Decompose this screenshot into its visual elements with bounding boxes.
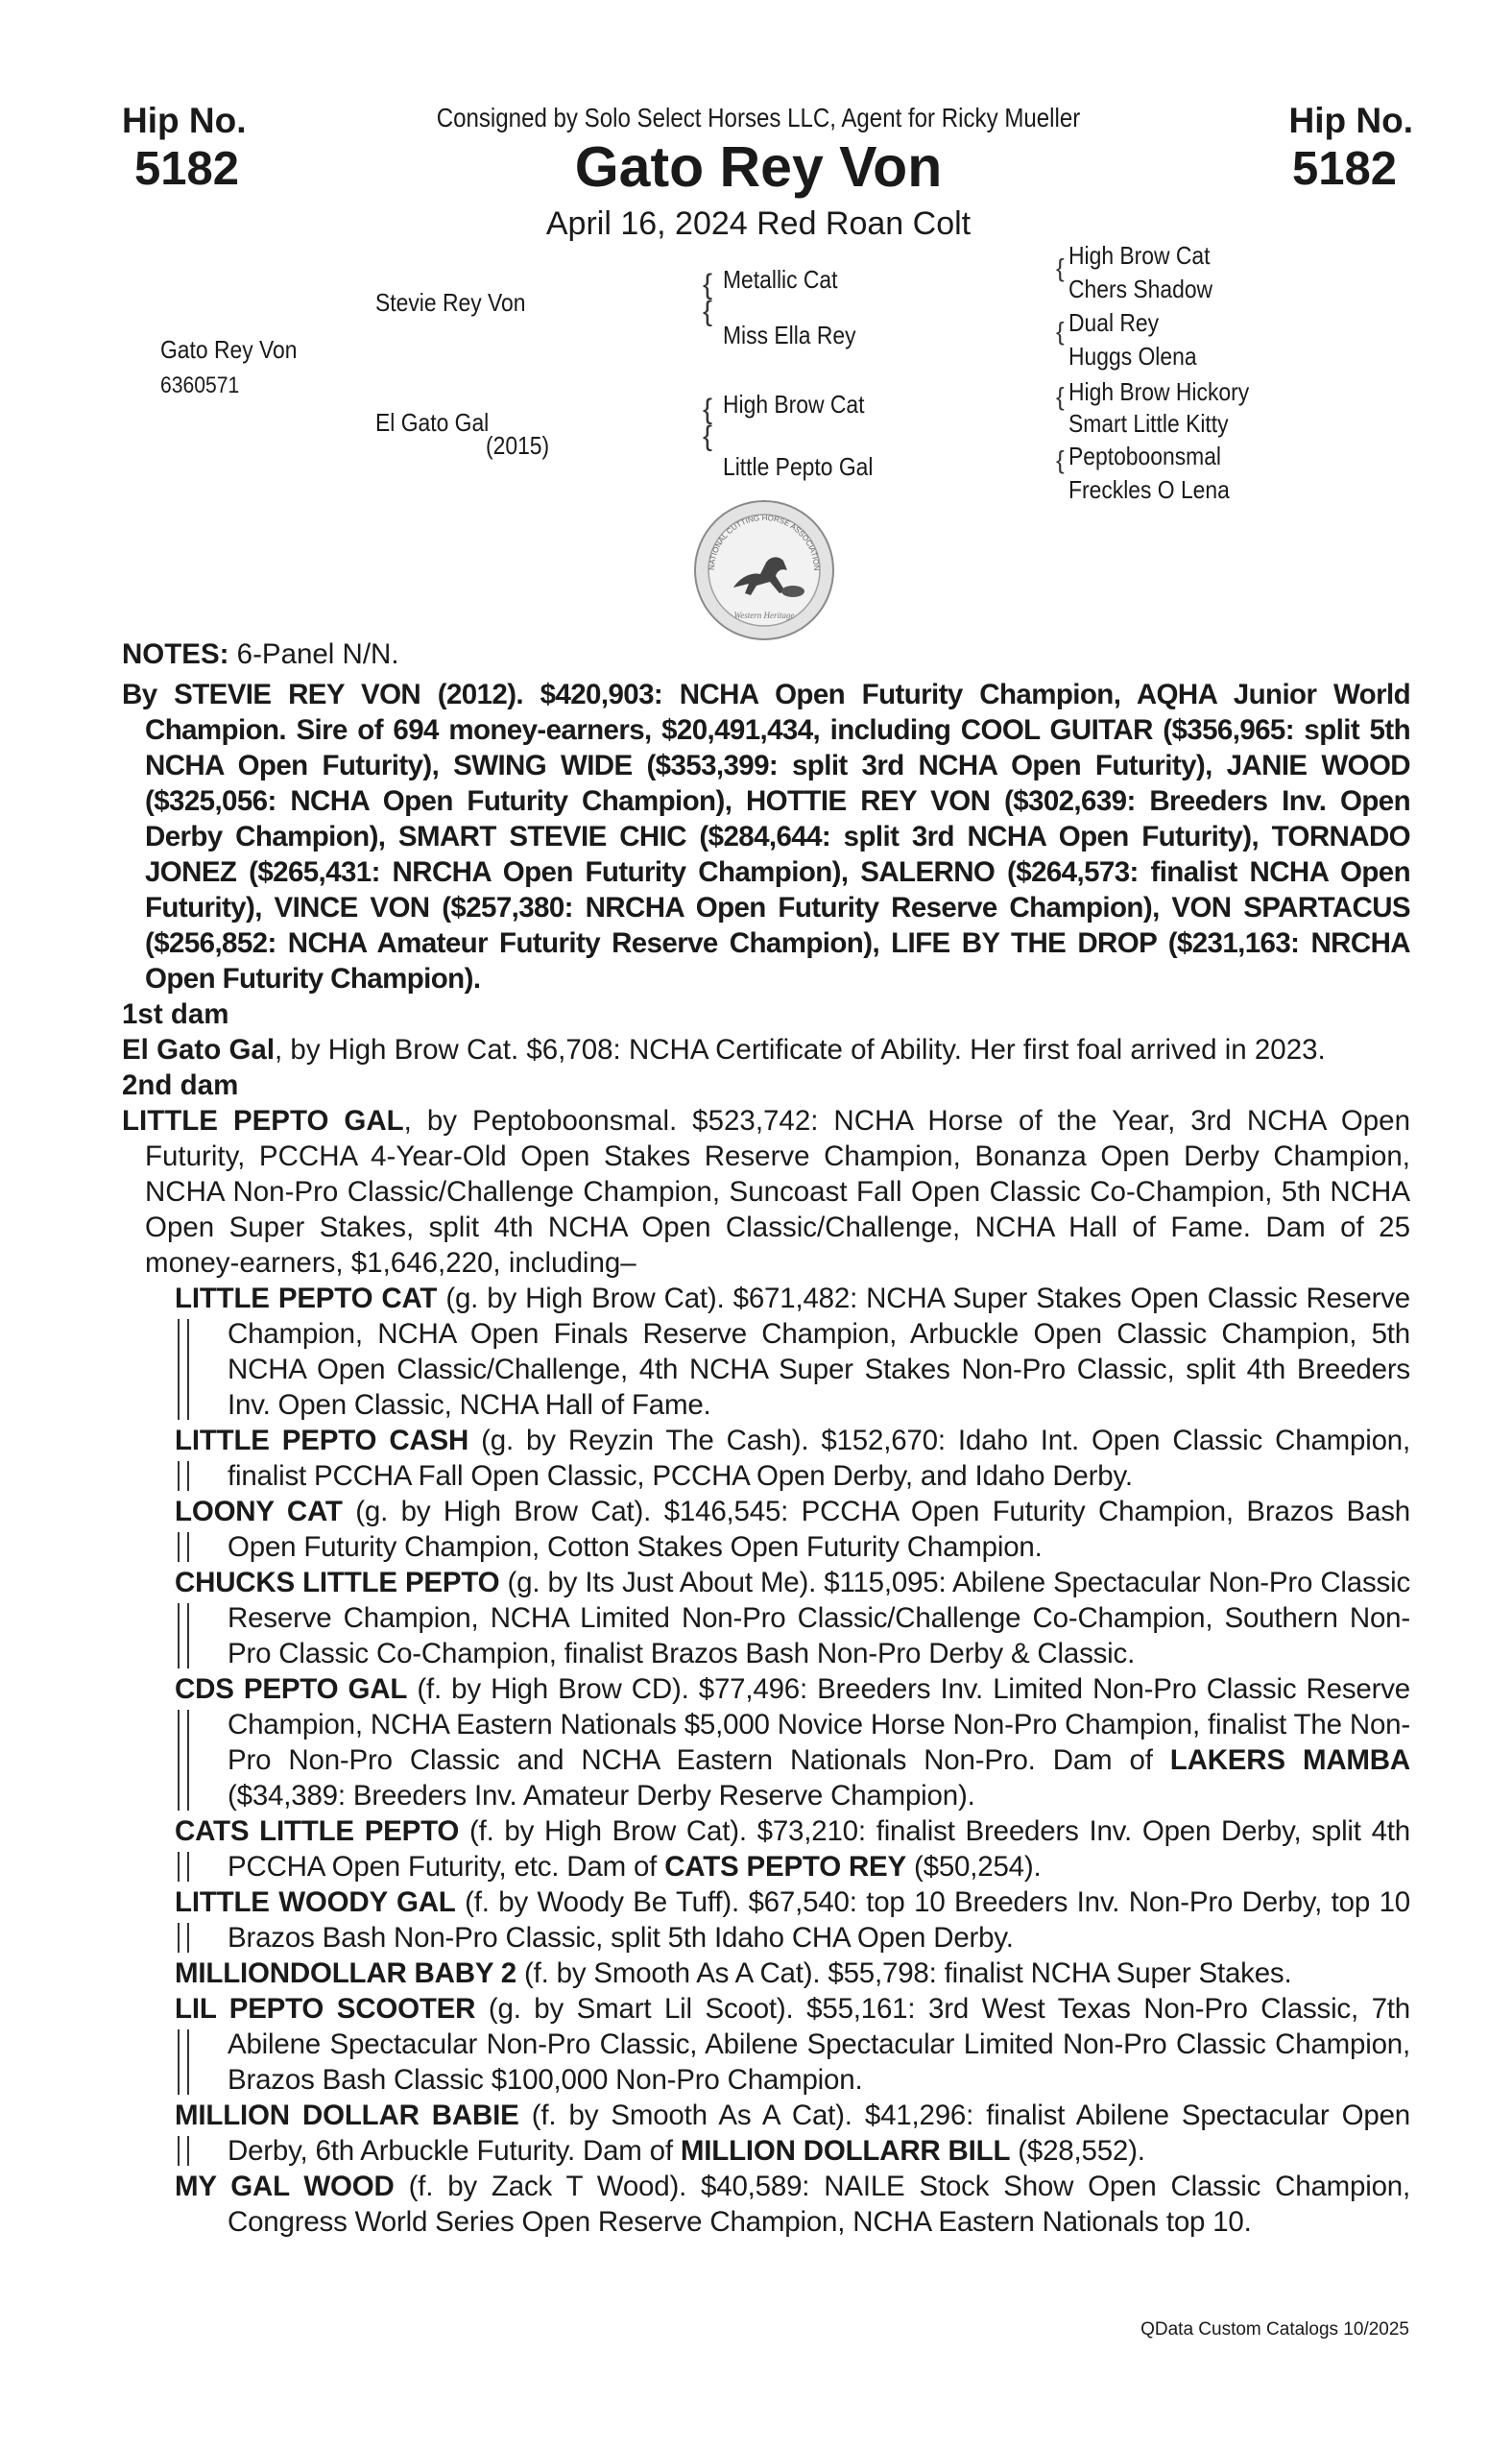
brace-icon: { <box>1056 253 1065 282</box>
pedigree-g3-1: High Brow Cat <box>1068 241 1211 270</box>
first-dam-entry <box>122 1032 1410 1068</box>
svg-text:Western Heritage: Western Heritage <box>733 611 795 620</box>
hip-label-left: Hip No. <box>122 101 247 140</box>
produce-name: CHUCKS LITTLE PEPTO <box>175 1567 500 1598</box>
svg-text:NATIONAL CUTTING HORSE ASSOCIA: NATIONAL CUTTING HORSE ASSOCIATION <box>707 513 822 571</box>
horse-subtitle: April 16, 2024 Red Roan Colt <box>545 205 972 242</box>
produce-text: (g. by Reyzin The Cash). $152,670: Idaho Int. Open Classic Champion, finalist PCCHA Fall Open Classic, PCCHA Open Derby, and Idaho Derby. <box>228 1425 1410 1492</box>
hip-label-right: Hip No. <box>1288 101 1413 140</box>
produce-offspring: CATS PEPTO REY <box>664 1851 907 1883</box>
consigned-text: Consigned by Solo Select Horses LLC, Agent for Ricky Mueller <box>436 103 1081 132</box>
ncha-seal-logo <box>693 499 835 641</box>
subtitle-wrap <box>372 205 1145 243</box>
second-dam-text: , by Peptoboonsmal. $523,742: NCHA Horse of the Year, 3rd NCHA Open Futurity, PCCHA 4-Year-Old Open Stakes Reserve Champion, Bonanza Open Derby Champion, NCHA Non-Pro Classic/Challenge Champion, Suncoast Fall Open Classic Co-Champion, 5th NCHA Open Super Stakes, split 4th NCHA Open Classic/Challenge, NCHA Hall of Fame. Dam of 25 money-earners, $1,646,220, including– <box>145 1105 1410 1279</box>
produce-bars <box>178 2029 189 2095</box>
produce-name: MILLION DOLLAR BABIE <box>175 2100 519 2131</box>
produce-bars <box>178 1461 189 1491</box>
produce-text: (g. by High Brow Cat). $671,482: NCHA Super Stakes Open Classic Reserve Champion, NCHA Open Finals Reserve Champion, Arbuckle Open Classic Champion, 5th NCHA Open Classic/Challenge, 4th NCHA Super Stakes Non-Pro Classic, split 4th Breeders Inv. Open Classic, NCHA Hall of Fame. <box>228 1283 1410 1421</box>
pedigree-g3-8: Freckles O Lena <box>1068 475 1230 504</box>
produce-tail: ($50,254). <box>906 1851 1042 1883</box>
horse-name: Gato Rey Von <box>574 135 943 199</box>
consignor-line <box>372 103 1145 133</box>
pedigree-dam-year: (2015) <box>486 431 550 460</box>
produce-entry <box>122 1991 1410 2098</box>
produce-name: MY GAL WOOD <box>175 2171 395 2202</box>
produce-name: LIL PEPTO SCOOTER <box>175 1993 476 2025</box>
produce-bars <box>178 1319 189 1420</box>
brace-icon: { <box>1056 382 1065 411</box>
second-dam-name: LITTLE PEPTO GAL <box>122 1105 404 1137</box>
pedigree-g3-4: Huggs Olena <box>1068 342 1197 371</box>
produce-bars <box>178 1852 189 1882</box>
brace-icon: { <box>703 420 713 452</box>
produce-entry <box>122 1671 1410 1813</box>
brace-icon: { <box>1056 317 1065 346</box>
produce-entry <box>122 1884 1410 1956</box>
first-dam-heading: 1st dam <box>122 998 229 1030</box>
produce-bars <box>178 1923 189 1953</box>
produce-text: (g. by Smart Lil Scoot). $55,161: 3rd West Texas Non-Pro Classic, 7th Abilene Spectacular Non-Pro Classic, Abilene Spectacular Limited Non-Pro Classic Champion, Brazos Bash Classic $100,000 Non-Pro Champion. <box>228 1993 1410 2096</box>
hip-number-right: 5182 <box>1291 143 1397 195</box>
produce-name: MILLIONDOLLAR BABY 2 <box>175 1957 517 1989</box>
pedigree-dam: El Gato Gal <box>375 408 490 437</box>
brace-icon: { <box>1056 445 1065 474</box>
pedigree-g3-2: Chers Shadow <box>1068 275 1213 303</box>
second-dam-heading: 2nd dam <box>122 1069 239 1101</box>
produce-tail: ($34,389: Breeders Inv. Amateur Derby Reserve Champion). <box>228 1780 975 1812</box>
produce-text: (f. by High Brow CD). $77,496: Breeders Inv. Limited Non-Pro Classic Reserve Champion, NCHA Eastern Nationals $5,000 Novice Horse Non-Pro Champion, finalist The Non-Pro Non-Pro Classic and NCHA Eastern Nationals Non-Pro. Dam of <box>228 1673 1410 1776</box>
produce-entry <box>122 1565 1410 1671</box>
produce-name: LITTLE PEPTO CASH <box>175 1425 469 1456</box>
produce-name: CDS PEPTO GAL <box>175 1673 408 1705</box>
notes-text: 6-Panel N/N. <box>236 638 399 670</box>
notes-label: NOTES: <box>122 638 229 670</box>
produce-text: (f. by Smooth As A Cat). $55,798: finalist NCHA Super Stakes. <box>516 1957 1292 1989</box>
pedigree-dam-dam: Little Pepto Gal <box>723 452 874 481</box>
first-dam-text: , by High Brow Cat. $6,708: NCHA Certificate of Ability. Her first foal arrived in 2023. <box>275 1034 1326 1066</box>
pedigree-g3-6: Smart Little Kitty <box>1068 409 1229 438</box>
produce-entry <box>122 1494 1410 1565</box>
produce-bars <box>178 1532 189 1562</box>
produce-text: (f. by Zack T Wood). $40,589: NAILE Stock Show Open Classic Champion, Congress World Series Open Reserve Champion, NCHA Eastern Nationals top 10. <box>228 2171 1411 2238</box>
pedigree-g3-5: High Brow Hickory <box>1068 377 1250 406</box>
produce-name: LITTLE WOODY GAL <box>175 1886 456 1918</box>
second-dam-entry <box>122 1103 1410 1281</box>
pedigree-reg-number: 6360571 <box>160 372 240 398</box>
produce-name: LITTLE PEPTO CAT <box>175 1283 438 1314</box>
produce-text: (f. by Smooth As A Cat). $41,296: finalist Abilene Spectacular Open Derby, 6th Arbuckle Futurity. Dam of <box>228 2100 1410 2167</box>
produce-bars <box>178 2136 189 2166</box>
produce-entry <box>122 1956 1410 1991</box>
notes-line <box>122 636 1410 672</box>
pedigree-g3-3: Dual Rey <box>1068 308 1160 337</box>
produce-tail: ($28,552). <box>1010 2135 1145 2167</box>
produce-name: LOONY CAT <box>175 1496 343 1527</box>
produce-text: (g. by High Brow Cat). $146,545: PCCHA Open Futurity Champion, Brazos Bash Open Futurity Champion, Cotton Stakes Open Futurity Champion. <box>228 1496 1410 1563</box>
brace-icon: { <box>703 269 713 300</box>
hip-number-left: 5182 <box>134 143 240 195</box>
produce-offspring: MILLION DOLLARR BILL <box>680 2135 1011 2167</box>
pedigree-g3-7: Peptoboonsmal <box>1068 442 1222 470</box>
pedigree-sire-sire: Metallic Cat <box>723 265 838 294</box>
produce-entry <box>122 1813 1410 1884</box>
sire-info: By STEVIE REY VON (2012). $420,903: NCHA Open Futurity Champion, AQHA Junior World Champion. Sire of 694 money-earners, $20,491,434, including COOL GUITAR ($356,965: split 5th NCHA Open Futurity), SWING WIDE ($353,399: split 3rd NCHA Open Futurity), JANIE WOOD ($325,056: NCHA Open Futurity Champion), HOTTIE REY VON ($302,639: Breeders Inv. Open Derby Champion), SMART STEVIE CHIC ($284,644: split 3rd NCHA Open Futurity), TORNADO JONEZ ($265,431: NRCHA Open Futurity Champion), SALERNO ($264,573: finalist NCHA Open Futurity), VINCE VON ($257,380: NRCHA Open Futurity Reserve Champion), VON SPARTACUS ($256,852: NCHA Amateur Futurity Reserve Champion), LIFE BY THE DROP ($231,163: NRCHA Open Futurity Champion). <box>122 679 1410 995</box>
pedigree-sire: Stevie Rey Von <box>375 288 526 317</box>
pedigree-dam-sire: High Brow Cat <box>723 390 865 419</box>
produce-entry <box>122 2098 1410 2169</box>
produce-text: (f. by Woody Be Tuff). $67,540: top 10 Breeders Inv. Non-Pro Derby, top 10 Brazos Bash Non-Pro Classic, split 5th Idaho CHA Open Derby. <box>228 1886 1410 1954</box>
brace-icon: { <box>703 296 713 327</box>
produce-offspring: LAKERS MAMBA <box>1169 1744 1411 1776</box>
footer-credit: QData Custom Catalogs 10/2025 <box>1140 2319 1409 2340</box>
brace-icon: { <box>703 394 713 425</box>
produce-entry <box>122 1281 1410 1423</box>
produce-bars <box>178 1710 189 1811</box>
produce-bars <box>178 1603 189 1668</box>
produce-entry <box>122 2169 1410 2240</box>
produce-entry <box>122 1423 1410 1494</box>
produce-text: (f. by High Brow Cat). $73,210: finalist Breeders Inv. Open Derby, split 4th PCCHA Open Futurity, etc. Dam of <box>228 1815 1410 1883</box>
first-dam-name: El Gato Gal <box>122 1034 276 1066</box>
catalog-body <box>122 636 1410 2240</box>
horse-name-wrap <box>372 134 1145 200</box>
pedigree-subject: Gato Rey Von <box>160 335 298 364</box>
produce-text: (g. by Its Just About Me). $115,095: Abilene Spectacular Non-Pro Classic Reserve Champion, NCHA Limited Non-Pro Classic/Challenge Co-Champion, Southern Non-Pro Classic Co-Champion, finalist Brazos Bash Non-Pro Derby & Classic. <box>228 1567 1410 1669</box>
produce-name: CATS LITTLE PEPTO <box>175 1815 460 1847</box>
pedigree-sire-dam: Miss Ella Rey <box>723 321 856 349</box>
